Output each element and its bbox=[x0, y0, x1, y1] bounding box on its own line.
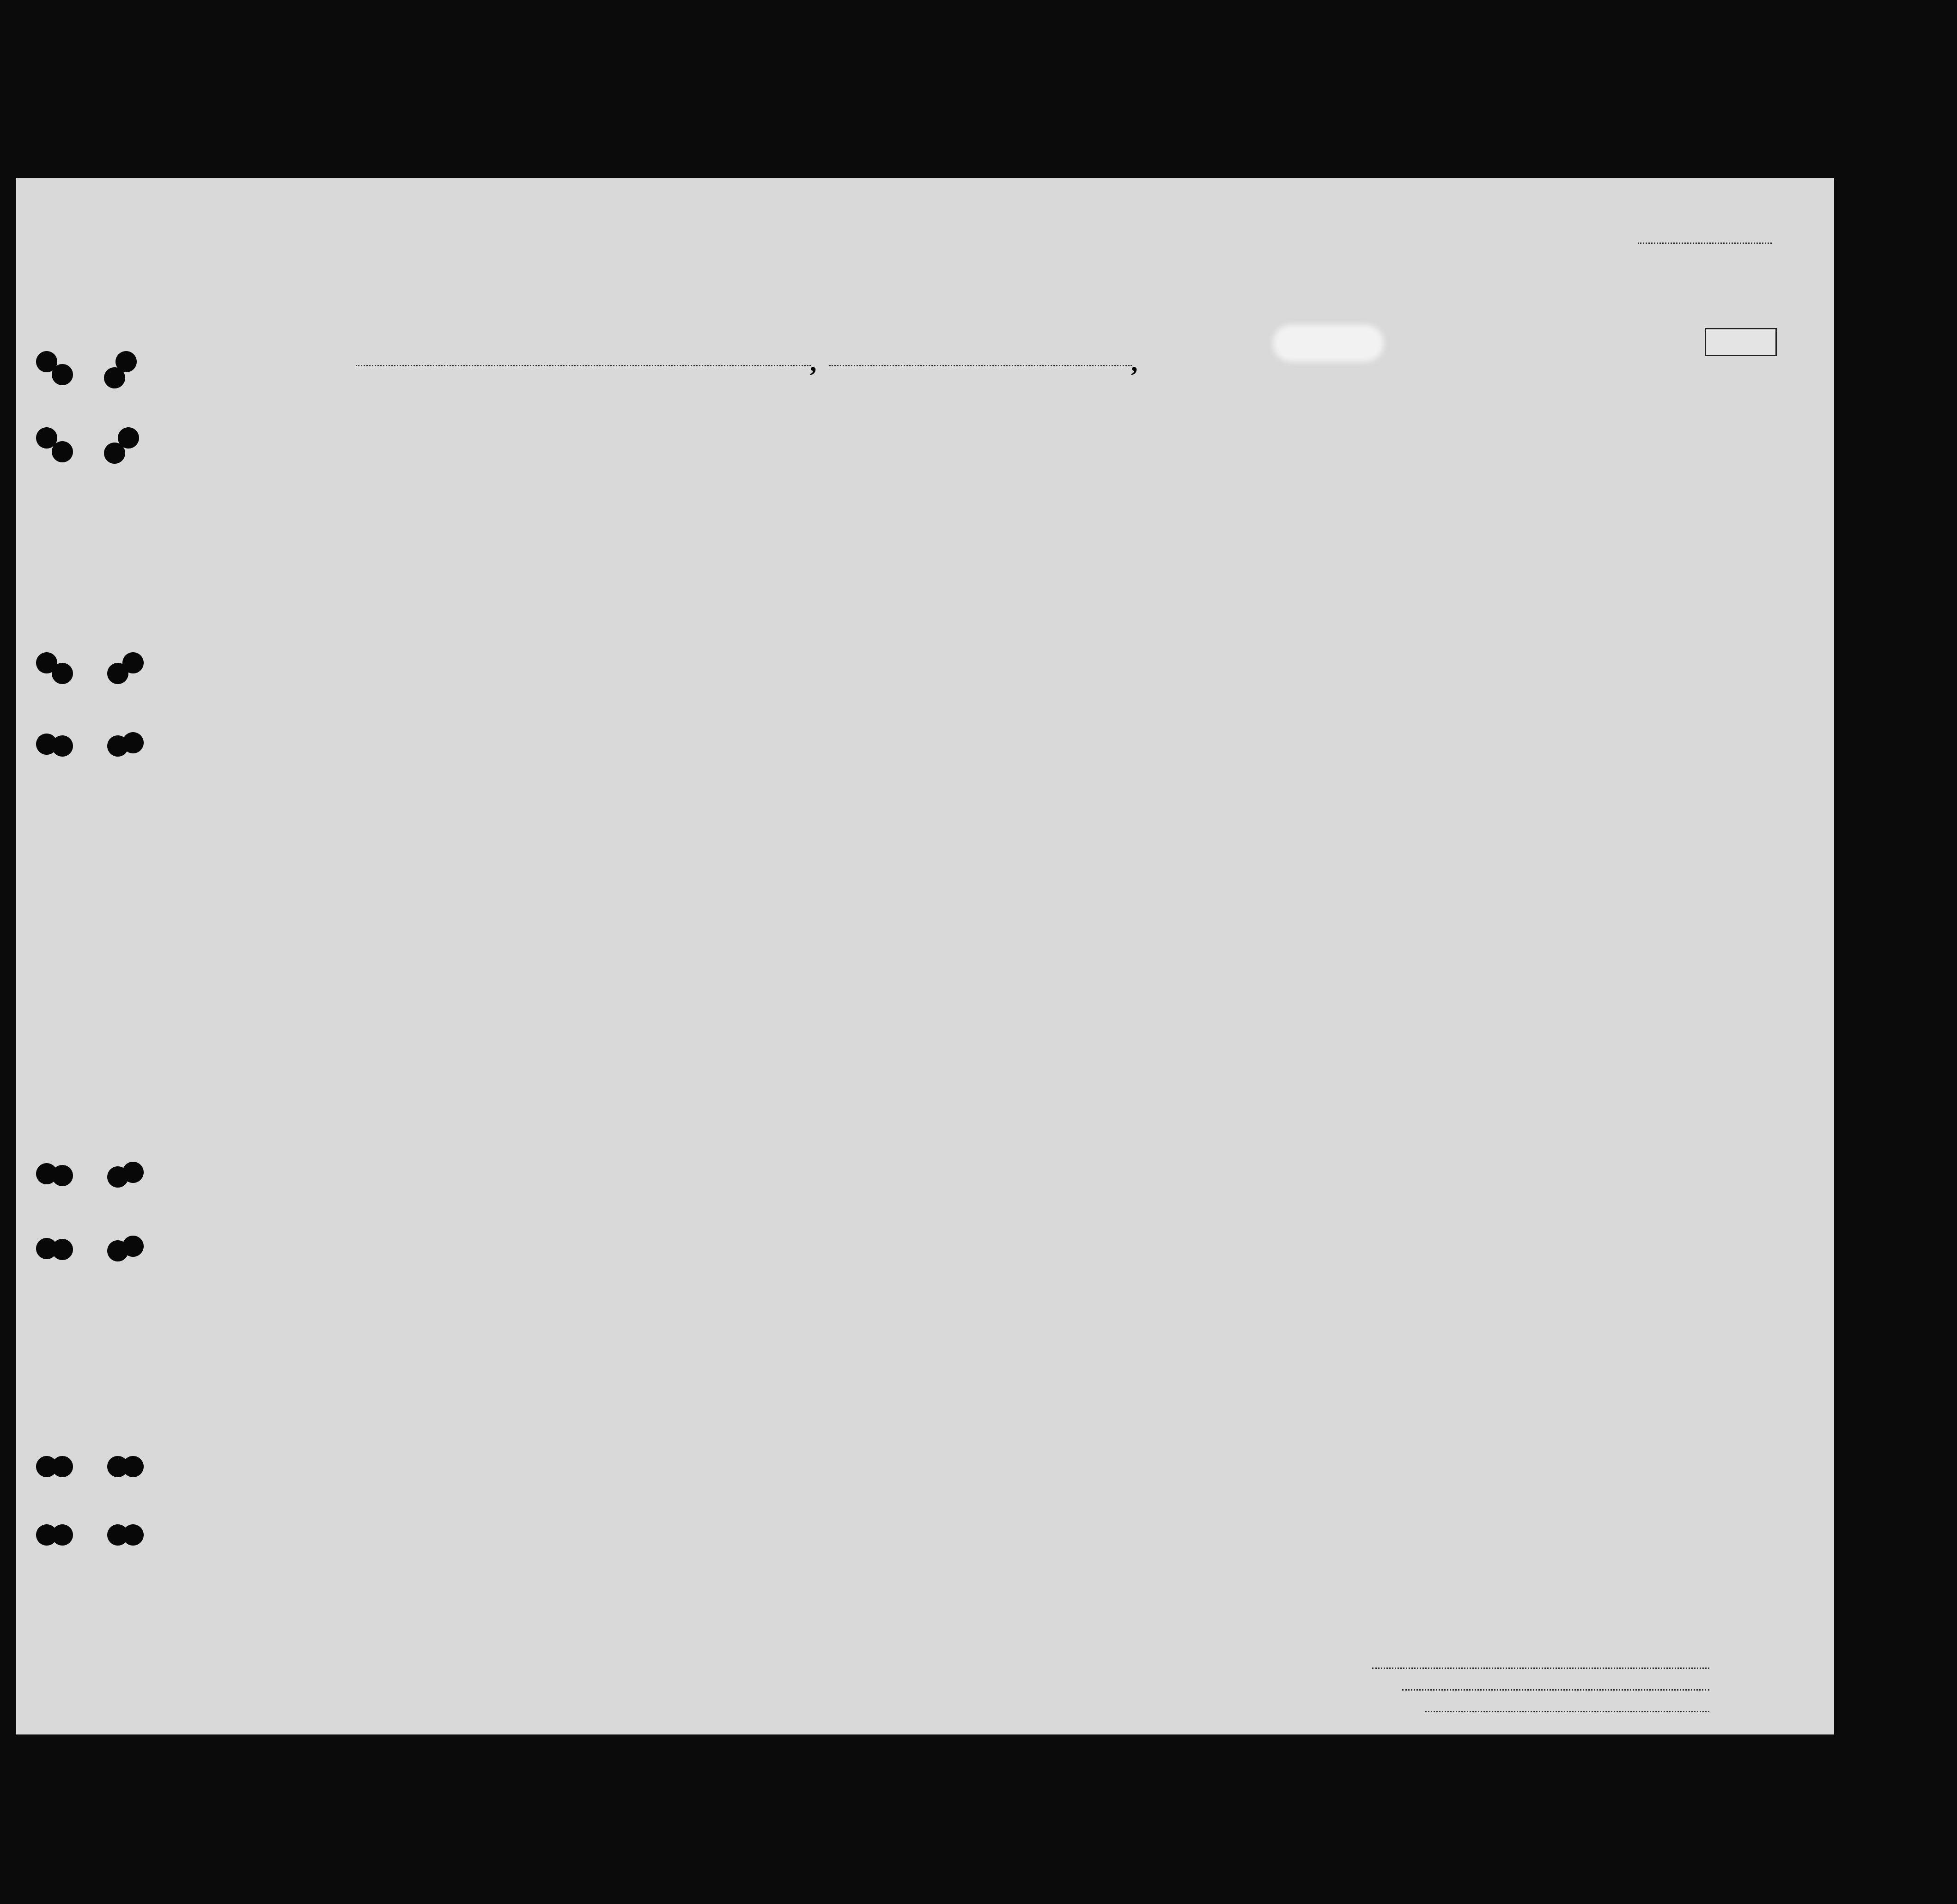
punch-hole bbox=[107, 1524, 128, 1546]
punch-hole bbox=[107, 663, 128, 684]
punch-hole bbox=[107, 1456, 128, 1477]
punch-hole bbox=[107, 735, 128, 757]
punch-hole bbox=[52, 735, 73, 757]
punch-hole bbox=[52, 1165, 73, 1186]
punch-hole bbox=[104, 367, 125, 388]
punch-hole bbox=[52, 1524, 73, 1546]
punch-hole bbox=[107, 1240, 128, 1261]
comma-separator: , bbox=[810, 347, 817, 377]
punch-hole bbox=[52, 1456, 73, 1477]
punch-hole bbox=[52, 1239, 73, 1260]
punch-hole bbox=[52, 364, 73, 385]
punch-hole bbox=[107, 1166, 128, 1188]
form-sheet bbox=[16, 178, 1834, 1734]
punch-hole bbox=[104, 443, 125, 464]
punch-hole bbox=[52, 663, 73, 684]
line-field-line bbox=[1372, 1668, 1709, 1669]
owners-field-line bbox=[1402, 1689, 1709, 1691]
agents-field-line bbox=[1425, 1711, 1709, 1712]
comma-separator-2: , bbox=[1131, 347, 1138, 377]
punch-hole bbox=[52, 441, 73, 462]
manifest-grid bbox=[16, 178, 1834, 1734]
